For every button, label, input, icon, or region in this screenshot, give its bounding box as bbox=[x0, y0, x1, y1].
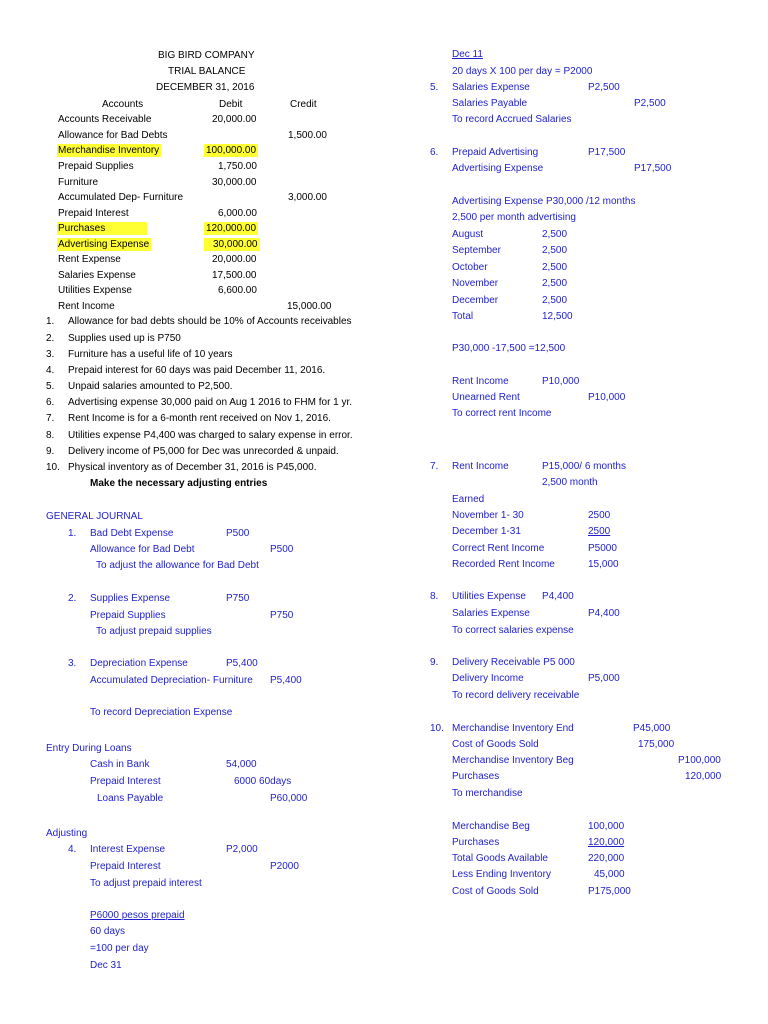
instruction: Make the necessary adjusting entries bbox=[90, 478, 268, 489]
loan-debit-amount: 6000 60days bbox=[234, 776, 292, 787]
entry-number: 5. bbox=[430, 82, 439, 93]
tb-account: Accounts Receivable bbox=[58, 114, 152, 125]
tb-account: Allowance for Bad Debts bbox=[58, 130, 168, 141]
debit-account: Depreciation Expense bbox=[90, 658, 188, 669]
credit-account: Allowance for Bad Debt bbox=[90, 544, 195, 555]
entry-memo: To correct salaries expense bbox=[452, 625, 574, 636]
calc-line: Dec 31 bbox=[90, 960, 122, 971]
note-text: Delivery income of P5,000 for Dec was unrecorded & unpaid. bbox=[68, 446, 339, 457]
adjusting-label: Adjusting bbox=[46, 828, 88, 839]
calc-value: P5000 bbox=[588, 543, 617, 554]
entry-number: 2. bbox=[68, 593, 77, 604]
debit-account: Bad Debt Expense bbox=[90, 528, 174, 539]
tb-debit-highlighted: 30,000.00 bbox=[204, 238, 260, 251]
calc-result: P30,000 -17,500 =12,500 bbox=[452, 343, 566, 354]
tb-account: Rent Income bbox=[58, 301, 115, 312]
note-number: 1. bbox=[46, 316, 55, 327]
calc-value: 15,000 bbox=[588, 559, 619, 570]
tb-debit: 6,000.00 bbox=[218, 208, 257, 219]
cogs-value: 100,000 bbox=[588, 821, 625, 832]
month-value: 2,500 bbox=[542, 245, 568, 256]
debit-amount: 175,000 bbox=[638, 739, 675, 750]
credit-account: Accumulated Depreciation- Furniture bbox=[90, 675, 253, 686]
cogs-value: 45,000 bbox=[594, 869, 625, 880]
month-value: 2,500 bbox=[542, 229, 568, 240]
debit-account: Salaries Expense bbox=[452, 82, 530, 93]
tb-debit: 30,000.00 bbox=[212, 177, 257, 188]
tb-account: Accumulated Dep- Furniture bbox=[58, 192, 184, 203]
credit-amount: P100,000 bbox=[678, 755, 721, 766]
month-value: 2,500 bbox=[542, 278, 568, 289]
tb-debit: 20,000.00 bbox=[212, 114, 257, 125]
entry-number: 1. bbox=[68, 528, 77, 539]
entry-memo: To record delivery receivable bbox=[452, 690, 580, 701]
debit-amount: P500 bbox=[226, 528, 250, 539]
company-name: BIG BIRD COMPANY bbox=[158, 50, 255, 61]
report-date: DECEMBER 31, 2016 bbox=[156, 82, 255, 93]
cogs-value: 120,000 bbox=[588, 837, 625, 848]
calc-label: November 1- 30 bbox=[452, 510, 524, 521]
month-label: Total bbox=[452, 311, 474, 322]
calc-line: Advertising Expense P30,000 /12 months bbox=[452, 196, 636, 207]
debit-account: Rent Income bbox=[452, 376, 509, 387]
note-number: 2. bbox=[46, 333, 55, 344]
cogs-label: Total Goods Available bbox=[452, 853, 548, 864]
note-number: 9. bbox=[46, 446, 55, 457]
tb-account-highlighted: Merchandise Inventory bbox=[58, 145, 160, 156]
credit-amount: P5,400 bbox=[270, 675, 302, 686]
debit-amount: P5,400 bbox=[226, 658, 258, 669]
dec-11-label: Dec 11 bbox=[452, 49, 483, 60]
report-title: TRIAL BALANCE bbox=[168, 66, 246, 77]
month-label: November bbox=[452, 278, 499, 289]
credit-amount: P17,500 bbox=[634, 163, 672, 174]
tb-debit: 20,000.00 bbox=[212, 254, 257, 265]
calc-line: 60 days bbox=[90, 926, 126, 937]
debit-account: Cost of Goods Sold bbox=[452, 739, 539, 750]
tb-account: Prepaid Interest bbox=[58, 208, 129, 219]
entry-number: 4. bbox=[68, 844, 77, 855]
calc-label: Recorded Rent Income bbox=[452, 559, 555, 570]
tb-debit: 1,750.00 bbox=[218, 161, 257, 172]
column-header-accounts: Accounts bbox=[102, 99, 144, 110]
column-header-credit: Credit bbox=[290, 99, 317, 110]
debit-amount: P750 bbox=[226, 593, 250, 604]
entry-memo: To adjust the allowance for Bad Debt bbox=[96, 560, 259, 571]
debit-account: Delivery Receivable P5 000 bbox=[452, 657, 575, 668]
tb-account: Rent Expense bbox=[58, 254, 121, 265]
credit-account: Prepaid Interest bbox=[90, 861, 161, 872]
credit-amount: P2000 bbox=[270, 861, 299, 872]
credit-account: Unearned Rent bbox=[452, 392, 520, 403]
note-text: Furniture has a useful life of 10 years bbox=[68, 349, 233, 360]
credit-account: Salaries Expense bbox=[452, 608, 530, 619]
credit-amount: P10,000 bbox=[588, 392, 626, 403]
loan-credit-account: Loans Payable bbox=[97, 793, 164, 804]
cogs-value: 220,000 bbox=[588, 853, 625, 864]
calc-value: 2500 bbox=[588, 510, 611, 521]
note-text: Rent Income is for a 6-month rent received on Nov 1, 2016. bbox=[68, 413, 331, 424]
debit-amount: P2,500 bbox=[588, 82, 620, 93]
calc-value: 2500 bbox=[588, 526, 611, 537]
note-number: 8. bbox=[46, 430, 55, 441]
tb-debit: 6,600.00 bbox=[218, 285, 257, 296]
credit-amount: P500 bbox=[270, 544, 294, 555]
entry-memo: To record Accrued Salaries bbox=[452, 114, 572, 125]
credit-amount: P5,000 bbox=[588, 673, 620, 684]
credit-account: Delivery Income bbox=[452, 673, 524, 684]
credit-amount: 120,000 bbox=[685, 771, 722, 782]
cogs-value: P175,000 bbox=[588, 886, 631, 897]
loan-debit-amount: 54,000 bbox=[226, 759, 257, 770]
note-text: Unpaid salaries amounted to P2,500. bbox=[68, 381, 233, 392]
rent-income-label: Rent Income bbox=[452, 461, 509, 472]
credit-account: Prepaid Supplies bbox=[90, 610, 166, 621]
tb-debit-highlighted: 120,000.00 bbox=[206, 223, 257, 234]
credit-account: Salaries Payable bbox=[452, 98, 528, 109]
entry-memo: To adjust prepaid supplies bbox=[96, 626, 212, 637]
month-label: September bbox=[452, 245, 501, 256]
cogs-label: Merchandise Beg bbox=[452, 821, 530, 832]
tb-account: Prepaid Supplies bbox=[58, 161, 134, 172]
entry-number: 10. bbox=[430, 723, 444, 734]
tb-account-highlighted: Advertising Expense bbox=[58, 239, 150, 250]
note-number: 3. bbox=[46, 349, 55, 360]
note-text: Advertising expense 30,000 paid on Aug 1 2016 to FHM for 1 yr. bbox=[68, 397, 353, 408]
credit-account: Advertising Expense bbox=[452, 163, 544, 174]
debit-account: Prepaid Advertising bbox=[452, 147, 539, 158]
days-calculation: 20 days X 100 per day = P2000 bbox=[452, 66, 593, 77]
calc-label: Correct Rent Income bbox=[452, 543, 545, 554]
entry-number: 8. bbox=[430, 591, 439, 602]
tb-debit: 17,500.00 bbox=[212, 270, 257, 281]
loan-debit-account: Cash in Bank bbox=[90, 759, 150, 770]
note-number: 4. bbox=[46, 365, 55, 376]
entry-number: 6. bbox=[430, 147, 439, 158]
tb-account: Salaries Expense bbox=[58, 270, 136, 281]
credit-account: Merchandise Inventory Beg bbox=[452, 755, 574, 766]
debit-account: Utilities Expense bbox=[452, 591, 526, 602]
debit-amount: P45,000 bbox=[633, 723, 671, 734]
calc-label: December 1-31 bbox=[452, 526, 521, 537]
month-value: 12,500 bbox=[542, 311, 573, 322]
loan-entry-title: Entry During Loans bbox=[46, 743, 132, 754]
entry-memo: To record Depreciation Expense bbox=[90, 707, 233, 718]
credit-amount: P2,500 bbox=[634, 98, 666, 109]
calc-line: P6000 pesos prepaid bbox=[90, 910, 185, 921]
tb-credit: 15,000.00 bbox=[287, 301, 332, 312]
tb-account: Utilities Expense bbox=[58, 285, 132, 296]
tb-account: Furniture bbox=[58, 177, 99, 188]
debit-account: Interest Expense bbox=[90, 844, 166, 855]
note-text: Utilities expense P4,400 was charged to salary expense in error. bbox=[68, 430, 353, 441]
rent-per-month: 2,500 month bbox=[542, 477, 598, 488]
note-number: 10. bbox=[46, 462, 60, 473]
entry-number: 3. bbox=[68, 658, 77, 669]
tb-account-highlighted: Purchases bbox=[57, 222, 147, 235]
tb-credit: 3,000.00 bbox=[288, 192, 327, 203]
note-text: Supplies used up is P750 bbox=[68, 333, 181, 344]
journal-title: GENERAL JOURNAL bbox=[46, 511, 143, 522]
note-number: 7. bbox=[46, 413, 55, 424]
entry-number: 7. bbox=[430, 461, 439, 472]
credit-amount: P4,400 bbox=[588, 608, 620, 619]
month-label: October bbox=[452, 262, 488, 273]
credit-amount: P750 bbox=[270, 610, 294, 621]
loan-debit-account: Prepaid Interest bbox=[90, 776, 161, 787]
entry-memo: To adjust prepaid interest bbox=[90, 878, 202, 889]
rent-income-amount: P15,000/ 6 months bbox=[542, 461, 626, 472]
tb-credit: 1,500.00 bbox=[288, 130, 327, 141]
cogs-label: Cost of Goods Sold bbox=[452, 886, 539, 897]
note-number: 5. bbox=[46, 381, 55, 392]
note-text: Prepaid interest for 60 days was paid December 11, 2016. bbox=[68, 365, 326, 376]
calc-line: =100 per day bbox=[90, 943, 149, 954]
column-header-debit: Debit bbox=[219, 99, 243, 110]
debit-amount: P4,400 bbox=[542, 591, 574, 602]
note-text: Physical inventory as of December 31, 2016 is P45,000. bbox=[68, 462, 317, 473]
loan-credit-amount: P60,000 bbox=[270, 793, 308, 804]
tb-debit-highlighted: 100,000.00 bbox=[206, 145, 257, 156]
debit-account: Merchandise Inventory End bbox=[452, 723, 574, 734]
cogs-label: Less Ending Inventory bbox=[452, 869, 551, 880]
note-number: 6. bbox=[46, 397, 55, 408]
entry-memo: To merchandise bbox=[452, 788, 523, 799]
month-value: 2,500 bbox=[542, 262, 568, 273]
credit-account: Purchases bbox=[452, 771, 500, 782]
cogs-label: Purchases bbox=[452, 837, 500, 848]
entry-memo: To correct rent Income bbox=[452, 408, 552, 419]
debit-account: Supplies Expense bbox=[90, 593, 171, 604]
note-text: Allowance for bad debts should be 10% of Accounts receivables bbox=[68, 316, 352, 327]
debit-amount: P2,000 bbox=[226, 844, 258, 855]
month-label: December bbox=[452, 295, 499, 306]
debit-amount: P10,000 bbox=[542, 376, 580, 387]
month-label: August bbox=[452, 229, 484, 240]
earned-label: Earned bbox=[452, 494, 485, 505]
month-value: 2,500 bbox=[542, 295, 568, 306]
debit-amount: P17,500 bbox=[588, 147, 626, 158]
entry-number: 9. bbox=[430, 657, 439, 668]
calc-line: 2,500 per month advertising bbox=[452, 212, 576, 223]
